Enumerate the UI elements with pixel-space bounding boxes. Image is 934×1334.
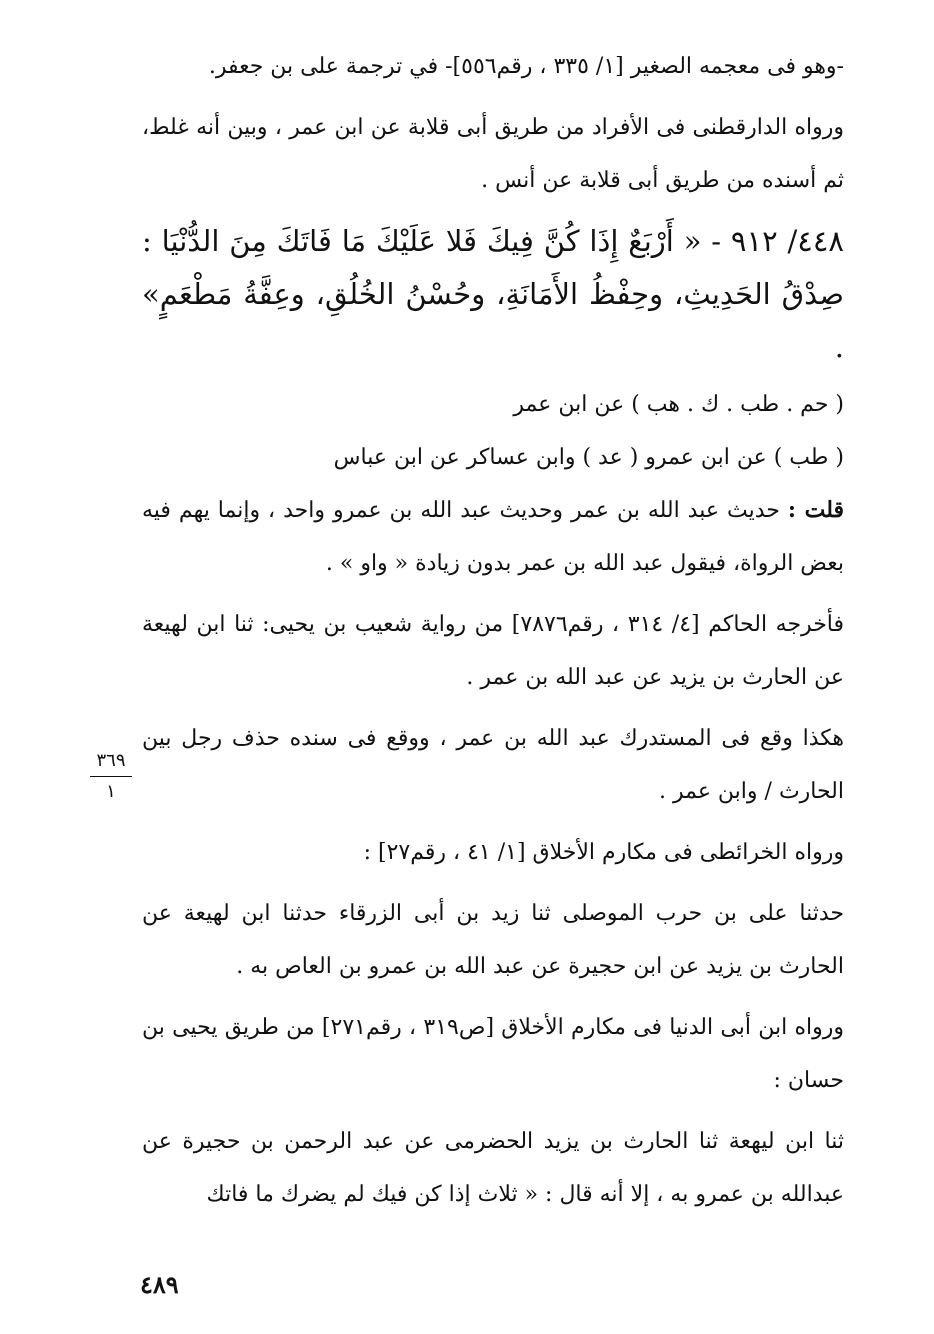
qult-text: حديث عبد الله بن عمر وحديث عبد الله بن عمرو واحد ، وإنما يهم فيه بعض الرواة، فيقول عبد الله بن عمر بدون زيادة « واو » . [142, 498, 844, 576]
hadith-block: ٤٤٨/ ٩١٢ - « أَرْبَعٌ إِذَا كُنَّ فِيكَ فَلا عَلَيْكَ مَا فَاتَكَ مِنَ الدُّنْيَا : صِدْقُ الحَدِيثِ، وحِفْظُ الأَمَانَةِ، وحُسْنُ الخُلُقِ، وعِفَّةُ مَطْعَمٍ» . [142, 224, 844, 364]
paragraph-8: ثنا ابن ليهعة ثنا الحارث بن يزيد الحضرمى عن عبد الرحمن بن حجيرة عن عبدالله بن عمرو به ، إلا أنه قال : « ثلاث إذا كن فيك لم يضرك ما فاتك [142, 1129, 844, 1207]
margin-note-rule [90, 776, 132, 777]
qult-label: قلت : [787, 497, 844, 523]
paragraph-4: هكذا وقع فى المستدرك عبد الله بن عمر ، ووقع فى سنده حذف رجل بين الحارث / وابن عمر . [142, 726, 844, 804]
reference-line-2: ( طب ) عن ابن عمرو ( عد ) وابن عساكر عن ابن عباس [333, 445, 844, 470]
paragraph-5: ورواه الخرائطى فى مكارم الأخلاق [١/ ٤١ ، رقم٢٧] : [363, 840, 844, 865]
hadith-text: « أَرْبَعٌ إِذَا كُنَّ فِيكَ فَلا عَلَيْكَ مَا فَاتَكَ مِنَ الدُّنْيَا : صِدْقُ الحَدِيثِ، وحِفْظُ الأَمَانَةِ، وحُسْنُ الخُلُقِ، وعِفَّةُ مَطْعَمٍ» . [142, 224, 844, 364]
main-text-column [142, 40, 844, 1229]
reference-line-1: ( حم . طب . ك . هب ) عن ابن عمر [513, 392, 844, 417]
paragraph-3: فأخرجه الحاكم [٤/ ٣١٤ ، رقم٧٨٧٦] من رواية شعيب بن يحيى: ثنا ابن لهيعة عن الحارث بن يزيد عن عبد الله بن عمر . [142, 612, 845, 690]
paragraph-7: ورواه ابن أبى الدنيا فى مكارم الأخلاق [ص٣١٩ ، رقم٢٧١] من طريق يحيى بن حسان : [142, 1015, 845, 1093]
qult-paragraph [142, 484, 844, 590]
paragraph-2: ورواه الدارقطنى فى الأفراد من طريق أبى قلابة عن ابن عمر ، وبين أنه غلط، ثم أسنده من طريق أبى قلابة عن أنس . [142, 115, 844, 193]
paragraph-6: حدثنا على بن حرب الموصلى ثنا زيد بن أبى الزرقاء حدثنا ابن لهيعة عن الحارث بن يزيد عن ابن حجيرة عن عبد الله بن عمرو بن العاص به . [142, 901, 844, 979]
margin-note-bottom: ١ [106, 781, 116, 802]
margin-note-top: ٣٦٩ [96, 750, 126, 771]
hadith-number: ٤٤٨/ ٩١٢ [730, 224, 844, 258]
page-number: ٤٨٩ [140, 1270, 179, 1299]
paragraph-1: -وهو فى معجمه الصغير [١/ ٣٣٥ ، رقم٥٥٦]- في ترجمة على بن جعفر. [208, 54, 844, 79]
margin-page-reference [90, 748, 132, 805]
